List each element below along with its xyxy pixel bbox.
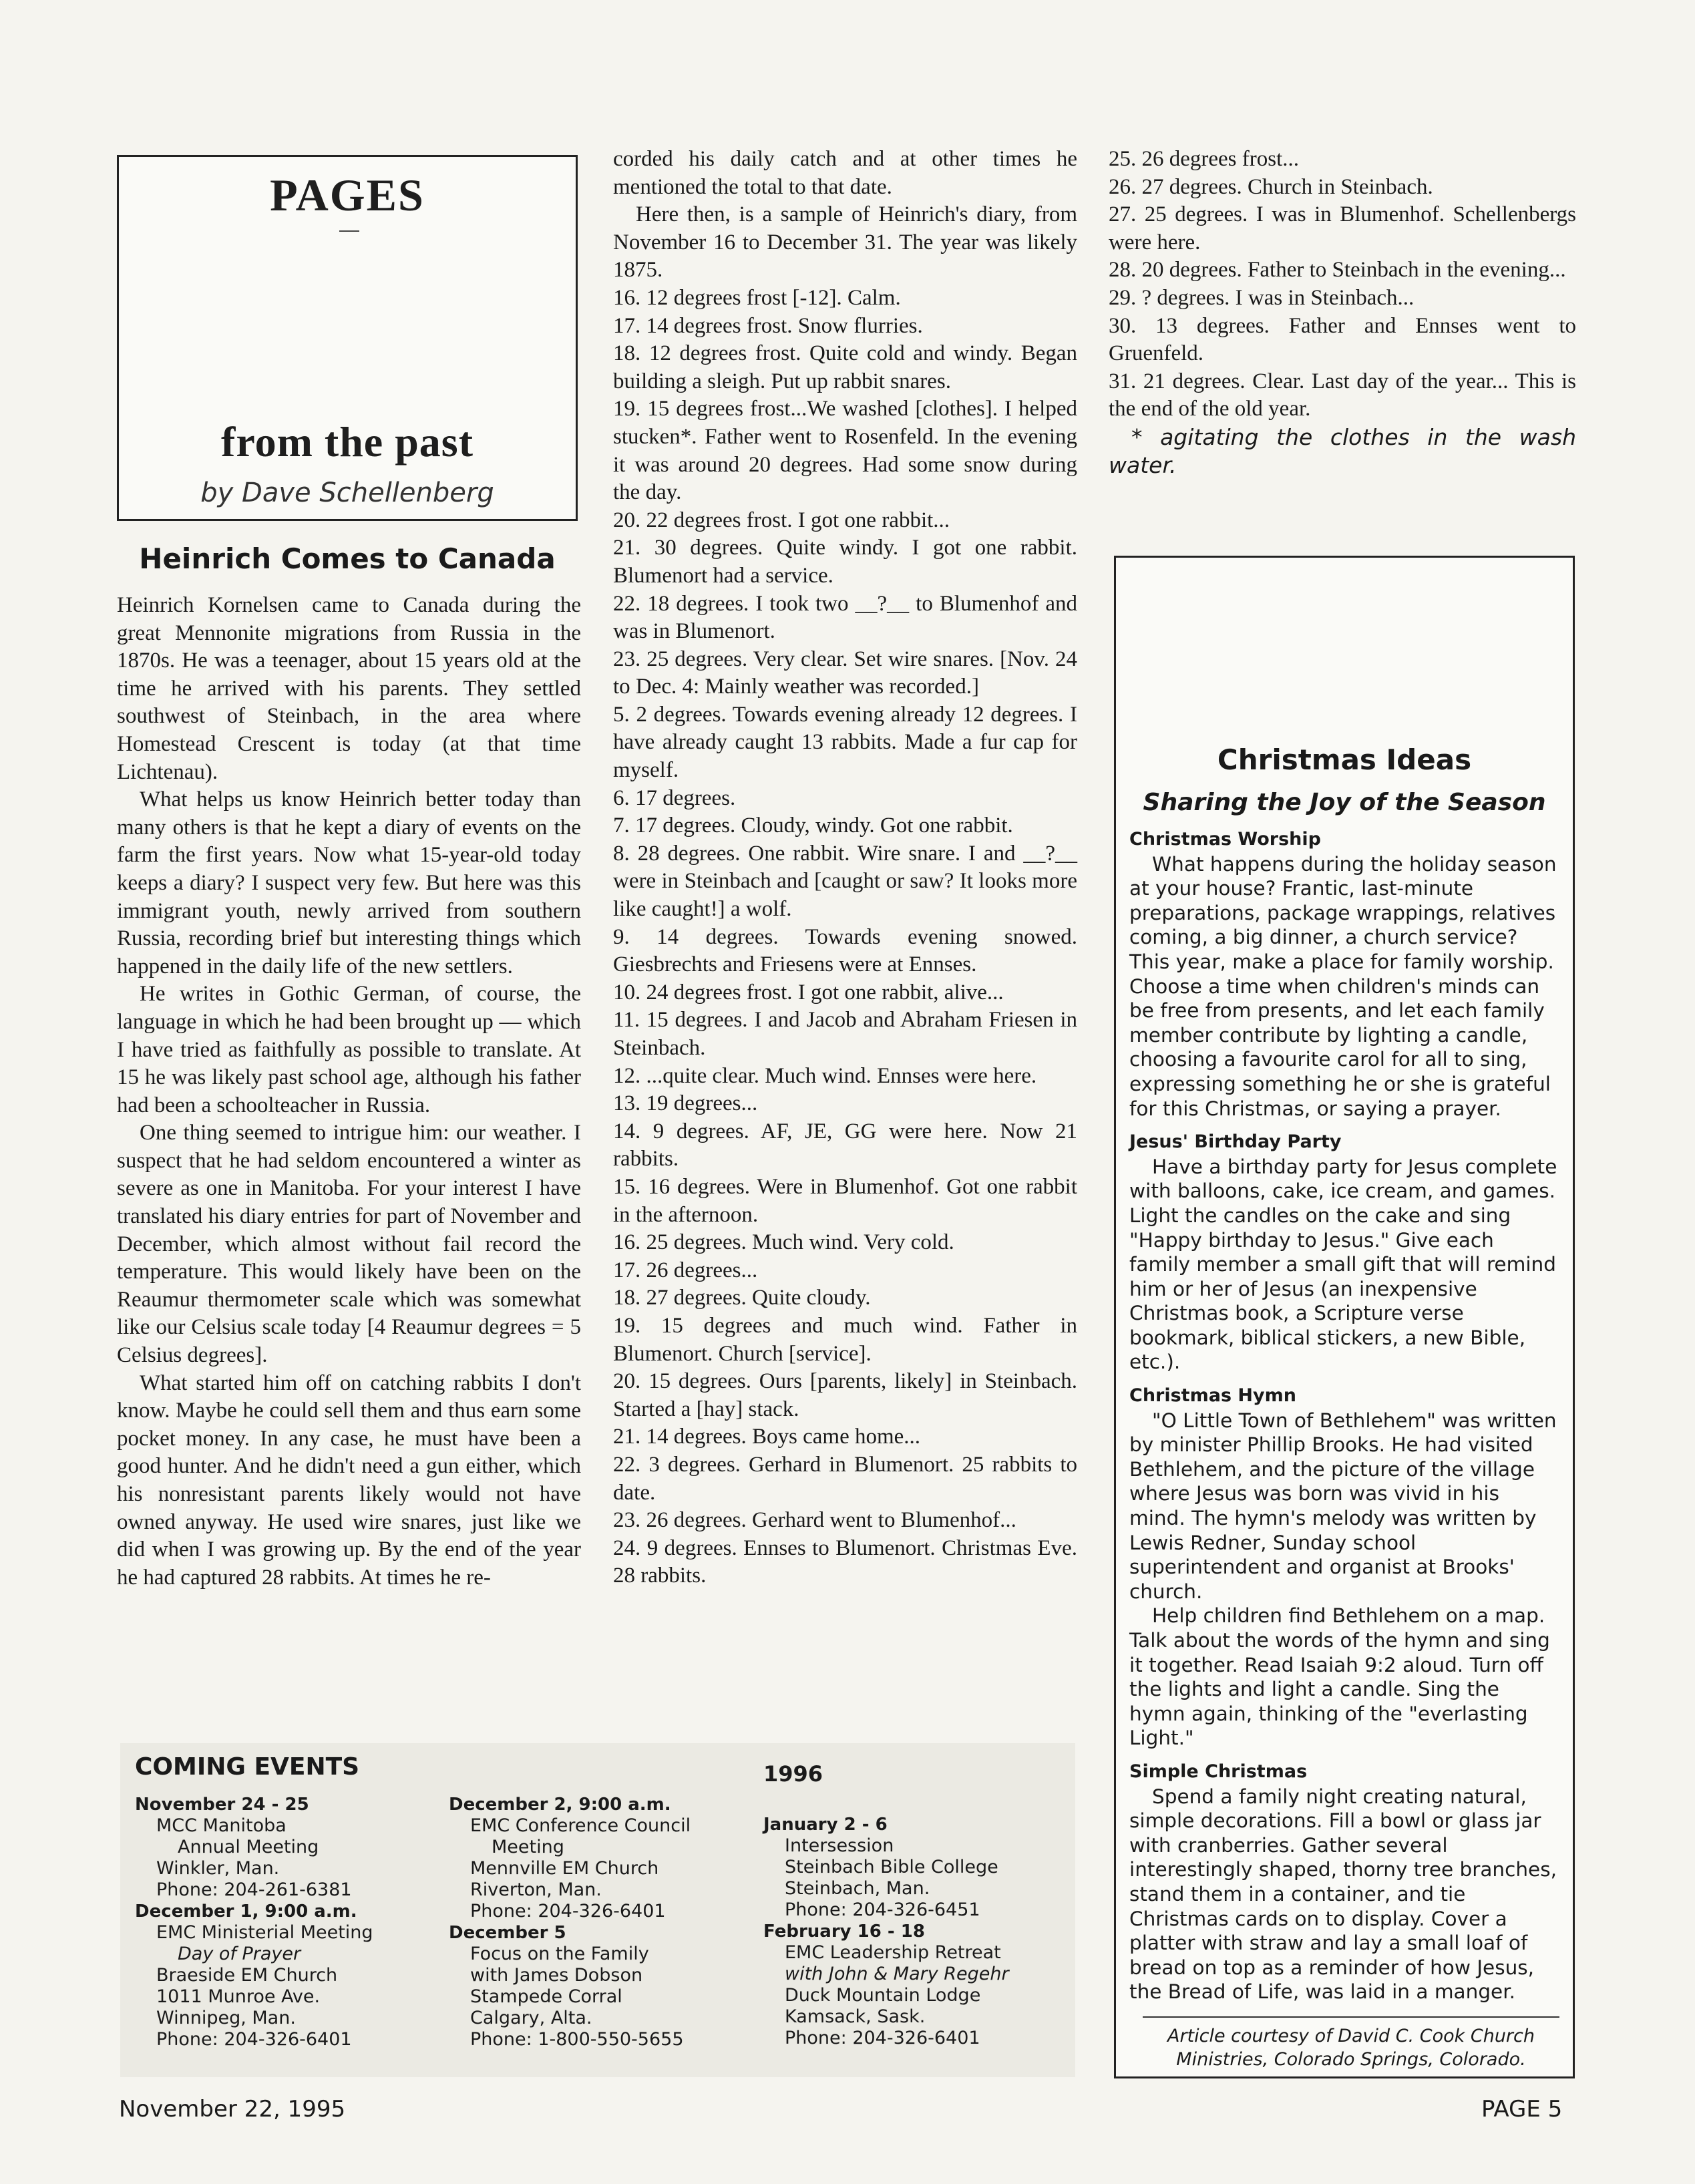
event-detail: EMC Leadership Retreat: [785, 1942, 1001, 1963]
section-heading: Simple Christmas: [1129, 1761, 1308, 1782]
diary-entry: 23. 26 degrees. Gerhard went to Blumenhof...: [613, 1508, 1016, 1533]
diary-entry: 20. 15 degrees. Ours [parents, likely] in Steinbach. Started a [hay] stack.: [613, 1369, 1077, 1421]
section-heading: Jesus' Birthday Party: [1129, 1131, 1342, 1153]
diary-entry: 7. 17 degrees. Cloudy, windy. Got one rabbit.: [613, 813, 1013, 838]
diary-entry: 19. 15 degrees and much wind. Father in Blumenort. Church [service].: [613, 1313, 1077, 1366]
diary-entry: Here then, is a sample of Heinrich's diary, from November 16 to December 31. The year was likely 1875.: [613, 202, 1077, 283]
diary-entry: 27. 25 degrees. I was in Blumenhof. Schellenbergs were here.: [1109, 202, 1576, 254]
diary-entry: 15. 16 degrees. Were in Blumenhof. Got one rabbit in the afternoon.: [613, 1174, 1077, 1227]
diary-entry: 18. 12 degrees frost. Quite cold and windy. Began building a sleigh. Put up rabbit snares.: [613, 341, 1077, 393]
events-column-1: [135, 1794, 429, 2050]
event-detail: 1011 Munroe Ave.: [156, 1986, 321, 2007]
christmas-title: Christmas Ideas: [1217, 743, 1472, 776]
article-paragraph: He writes in Gothic German, of course, the language in which he had been brought up — which I have tried as faithfully as possible to translate. At 15 he was likely past school age, although his father had been a schoolteacher in Russia.: [117, 982, 581, 1117]
event-item: [135, 1794, 429, 1901]
diary-entry: 17. 26 degrees...: [613, 1258, 758, 1282]
event-date: November 24 - 25: [135, 1795, 309, 1815]
diary-entry: 19. 15 degrees frost...We washed [clothes]. I helped stucken*. Father went to Rosenfeld. In the evening it was around 20 degrees. Had some snow during the day.: [613, 397, 1077, 505]
issue-date: November 22, 1995: [119, 2096, 346, 2123]
event-detail: Focus on the Family: [470, 1944, 649, 1964]
christmas-sections: [1129, 828, 1559, 2004]
diary-entry: 28. 20 degrees. Father to Steinbach in the evening...: [1109, 258, 1566, 283]
event-detail: Braeside EM Church: [156, 1965, 338, 1986]
article-credit: Article courtesy of David C. Cook Church Ministries, Colorado Springs, Colorado.: [1143, 2016, 1559, 2071]
event-detail: Mennville EM Church: [470, 1858, 659, 1879]
article-paragraph: One thing seemed to intrigue him: our weather. I suspect that he had seldom encountered a winter as severe as one in Manitoba. For your interest I have translated his diary entries for part of November and December, which almost without fail record the temperature. This would likely have been on the Reaumur thermometer scale which was somewhat like our Celsius scale today [4 Reaumur degrees = 5 Celsius degrees].: [117, 1121, 581, 1368]
diary-entry: 25. 26 degrees frost...: [1109, 147, 1300, 171]
event-detail: Calgary, Alta.: [470, 2008, 592, 2028]
diary-entry: 23. 25 degrees. Very clear. Set wire snares. [Nov. 24 to Dec. 4: Mainly weather was recorded.]: [613, 647, 1077, 699]
section-heading: Christmas Hymn: [1129, 1385, 1296, 1407]
diary-entry: 17. 14 degrees frost. Snow flurries.: [613, 313, 923, 338]
column-title-pages: PAGES: [270, 170, 425, 220]
section-paragraph: Spend a family night creating natural, simple decorations. Fill a bowl or glass jar with cranberries. Gather several interestingly shaped, thorny tree branches, stand them in a container, and tie Christmas cards on to display. Cover a platter with straw and lay a small loaf of bread on top as a reminder of how Jesus, the Bread of Life, was laid in a manger.: [1129, 1785, 1557, 2004]
event-detail: Phone: 204-326-6401: [156, 2029, 352, 2050]
diary-entry: 26. 27 degrees. Church in Steinbach.: [1109, 174, 1433, 199]
footnote: * agitating the clothes in the wash water.: [1109, 423, 1576, 478]
event-detail: Phone: 204-326-6451: [785, 1899, 980, 1920]
event-detail: Stampede Corral: [470, 1986, 622, 2007]
diary-entry: corded his daily catch and at other times he mentioned the total to that date.: [613, 147, 1077, 199]
event-item: [449, 1794, 743, 1922]
event-detail: Riverton, Man.: [470, 1879, 602, 1900]
section-paragraph: What happens during the holiday season at your house? Frantic, last-minute preparations, package wrappings, relatives coming, a big dinner, a church service? This year, make a place for family worship. Choose a time when children's minds can be free from presents, and let each family member contribute by lighting a candle, choosing a favourite carol for all to sing, expressing something he or she is grateful for this Christmas, or saying a prayer.: [1129, 852, 1557, 1120]
article-column-1: [117, 592, 581, 1592]
event-detail: Phone: 204-326-6401: [785, 2028, 980, 2048]
events-column-3: [763, 1814, 1064, 2049]
christmas-subtitle: Sharing the Joy of the Season: [1143, 789, 1546, 816]
diary-entry: 8. 28 degrees. One rabbit. Wire snare. I and __?__ were in Steinbach and [caught or saw? It looks more like caught!] a wolf.: [613, 841, 1077, 922]
event-detail: Phone: 204-261-6381: [156, 1879, 352, 1900]
column-header-box: [117, 155, 578, 521]
article-column-2: [613, 146, 1077, 1590]
diary-entry: 22. 18 degrees. I took two __?__ to Blumenhof and was in Blumenort.: [613, 591, 1077, 644]
section-paragraph: "O Little Town of Bethlehem" was written by minister Phillip Brooks. He had visited Bethlehem, and the picture of the village where Jesus was born was vivid in his mind. The hymn's melody was written by Lewis Redner, Sunday school superintendent and organist at Brooks' church.: [1129, 1409, 1557, 1603]
event-detail: Kamsack, Sask.: [785, 2006, 926, 2027]
event-date: December 5: [449, 1923, 566, 1943]
diary-entry: 6. 17 degrees.: [613, 785, 736, 810]
diary-entry: 13. 19 degrees...: [613, 1091, 758, 1116]
diary-entry: 11. 15 degrees. I and Jacob and Abraham Friesen in Steinbach.: [613, 1008, 1077, 1060]
diary-entry: 30. 13 degrees. Father and Ennses went to Gruenfeld.: [1109, 313, 1576, 366]
page-number: PAGE 5: [1481, 2096, 1563, 2123]
event-detail: Meeting: [492, 1837, 564, 1857]
diary-entry: 31. 21 degrees. Clear. Last day of the year... This is the end of the old year.: [1109, 369, 1576, 421]
event-date: February 16 - 18: [763, 1922, 925, 1942]
article-column-3: [1109, 146, 1576, 479]
event-detail: Steinbach Bible College: [785, 1857, 998, 1877]
event-detail: Day of Prayer: [178, 1944, 301, 1964]
event-detail: Steinbach, Man.: [785, 1878, 930, 1899]
diary-entry: 16. 25 degrees. Much wind. Very cold.: [613, 1230, 954, 1255]
christmas-body: [1129, 828, 1559, 2071]
diary-entries-end: [1109, 146, 1576, 423]
event-date: December 2, 9:00 a.m.: [449, 1795, 671, 1815]
event-detail: Phone: 204-326-6401: [470, 1901, 666, 1922]
diary-entry: 12. ...quite clear. Much wind. Ennses were here.: [613, 1063, 1037, 1088]
event-item: [449, 1922, 743, 2050]
diary-entry: 16. 12 degrees frost [-12]. Calm.: [613, 285, 901, 310]
article-title: Heinrich Comes to Canada: [139, 542, 556, 575]
event-detail: Phone: 1-800-550-5655: [470, 2029, 684, 2050]
event-detail: MCC Manitoba: [156, 1815, 287, 1836]
column-title-from-the-past: from the past: [221, 418, 474, 466]
event-detail: EMC Ministerial Meeting: [156, 1922, 373, 1943]
diary-entry: 9. 14 degrees. Towards evening snowed. Giesbrechts and Friesens were at Ennses.: [613, 924, 1077, 977]
event-date: January 2 - 6: [763, 1815, 888, 1835]
event-detail: Winnipeg, Man.: [156, 2008, 296, 2028]
event-date: December 1, 9:00 a.m.: [135, 1901, 357, 1922]
byline: by Dave Schellenberg: [200, 478, 494, 508]
diary-entry: 22. 3 degrees. Gerhard in Blumenort. 25 rabbits to date.: [613, 1452, 1077, 1505]
event-detail: Duck Mountain Lodge: [785, 1985, 981, 2006]
event-detail: EMC Conference Council: [470, 1815, 691, 1836]
diary-entry: 24. 9 degrees. Ennses to Blumenort. Christmas Eve. 28 rabbits.: [613, 1535, 1077, 1588]
events-year-heading: 1996: [763, 1761, 823, 1787]
christmas-ideas-box: [1114, 556, 1575, 2078]
diary-entry: 21. 30 degrees. Quite windy. I got one rabbit. Blumenort had a service.: [613, 536, 1077, 588]
event-item: [763, 1921, 1064, 2049]
event-item: [135, 1901, 429, 2050]
event-detail: Intersession: [785, 1835, 894, 1856]
event-detail: Winkler, Man.: [156, 1858, 280, 1879]
diary-entry: 20. 22 degrees frost. I got one rabbit...: [613, 508, 950, 532]
section-paragraph: Have a birthday party for Jesus complete with balloons, cake, ice cream, and games. Light the candles on the cake and sing "Happy birthday to Jesus." Give each family member a small gift that will remind him or her of Jesus (an inexpensive Christmas book, a Scripture verse bookmark, biblical stickers, a new Bible, etc.).: [1129, 1155, 1557, 1374]
events-column-2: [449, 1794, 743, 2050]
diary-entry: 10. 24 degrees frost. I got one rabbit, alive...: [613, 980, 1004, 1005]
article-paragraph: Heinrich Kornelsen came to Canada during the great Mennonite migrations from Russia in the 1870s. He was a teenager, about 15 years old at the time he arrived with his parents. They settled southwest of Steinbach, in the area where Homestead Crescent is today (at that time Lichtenau).: [117, 593, 581, 784]
event-detail: with James Dobson: [470, 1965, 643, 1986]
section-paragraph: Help children find Bethlehem on a map. Talk about the words of the hymn and sing it together. Read Isaiah 9:2 aloud. Turn off the lights and light a candle. Sing the hymn again, thinking of the "everlasting Light.": [1129, 1604, 1550, 1750]
diary-entry: 14. 9 degrees. AF, JE, GG were here. Now 21 rabbits.: [613, 1119, 1077, 1171]
event-item: [763, 1814, 1064, 1921]
event-detail: with John & Mary Regehr: [785, 1964, 1009, 1984]
diary-entry: 21. 14 degrees. Boys came home...: [613, 1425, 921, 1449]
section-heading: Christmas Worship: [1129, 829, 1321, 850]
event-detail: Annual Meeting: [178, 1837, 319, 1857]
article-paragraph: What helps us know Heinrich better today than many others is that he kept a diary of events on the farm the first years. Now what 15-year-old today keeps a diary? I suspect very few. But here was this immigrant youth, newly arrived from southern Russia, recording brief but interesting things which happened in the daily life of the new settlers.: [117, 787, 581, 978]
diary-entry: 29. ? degrees. I was in Steinbach...: [1109, 285, 1415, 310]
diary-entry: 5. 2 degrees. Towards evening already 12 degrees. I have already caught 13 rabbits. Made a fur cap for myself.: [613, 702, 1077, 783]
diary-entry: 18. 27 degrees. Quite cloudy.: [613, 1286, 871, 1310]
coming-events-heading: COMING EVENTS: [135, 1753, 360, 1781]
article-paragraph: What started him off on catching rabbits I don't know. Maybe he could sell them and thus earn some pocket money. In any case, he must have been a good hunter. And he didn't need a gun either, which his nonresistant parents likely would not have owned anyway. He used wire snares, just like we did when I was growing up. By the end of the year he had captured 28 rabbits. At times he re-: [117, 1371, 581, 1590]
title-rule: [339, 230, 359, 232]
